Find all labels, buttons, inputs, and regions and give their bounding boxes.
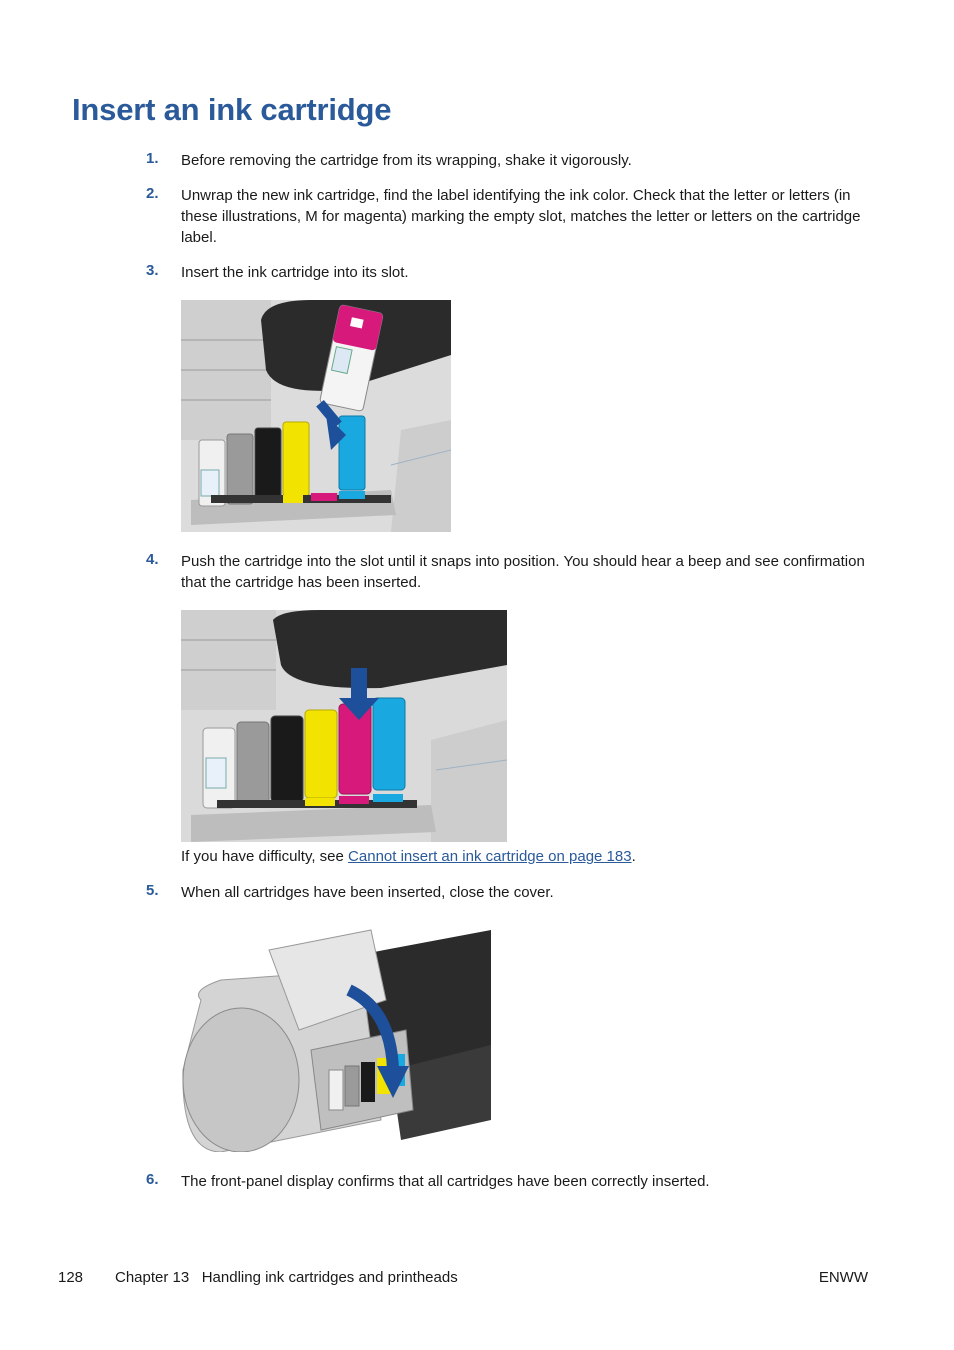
step-number: 6. (146, 1171, 159, 1188)
figure-close-cover (181, 920, 491, 1152)
step-number: 2. (146, 185, 159, 202)
step-text: Before removing the cartridge from its wrapping, shake it vigorously. (181, 152, 632, 169)
figure-insert-cartridge (181, 300, 451, 532)
printer-seated-illustration (181, 610, 507, 842)
printer-insert-illustration (181, 300, 451, 532)
chapter-title: Chapter 13 Handling ink cartridges and printheads (115, 1269, 458, 1286)
step-text: Push the cartridge into the slot until it snaps into position. You should hear a beep and see confirmation that the cartridge has been inserted. (181, 553, 865, 591)
printer-close-cover-illustration (181, 920, 491, 1152)
step-number: 4. (146, 551, 159, 568)
figure-cartridges-seated (181, 610, 507, 842)
note-prefix: If you have difficulty, see (181, 848, 349, 865)
note-suffix: . (631, 848, 636, 865)
step-number: 5. (146, 882, 159, 899)
step-text: When all cartridges have been inserted, close the cover. (181, 884, 554, 901)
cannot-insert-link[interactable]: Cannot insert an ink cartridge on page 183 (348, 848, 632, 865)
step-text: Unwrap the new ink cartridge, find the label identifying the ink color. Check that the letter or letters (in these illustrations, M for magenta) marking the empty slot, matches the letter or letters on the cartridge label. (181, 187, 861, 246)
page-number: 128 (58, 1269, 84, 1286)
step-text: The front-panel display confirms that all cartridges have been correctly inserted. (181, 1173, 710, 1190)
step-text: Insert the ink cartridge into its slot. (181, 264, 409, 281)
page-title: Insert an ink cartridge (72, 92, 392, 127)
troubleshoot-note (181, 846, 636, 867)
step-number: 3. (146, 262, 159, 279)
step-number: 1. (146, 150, 159, 167)
footer-edition: ENWW (818, 1269, 868, 1286)
